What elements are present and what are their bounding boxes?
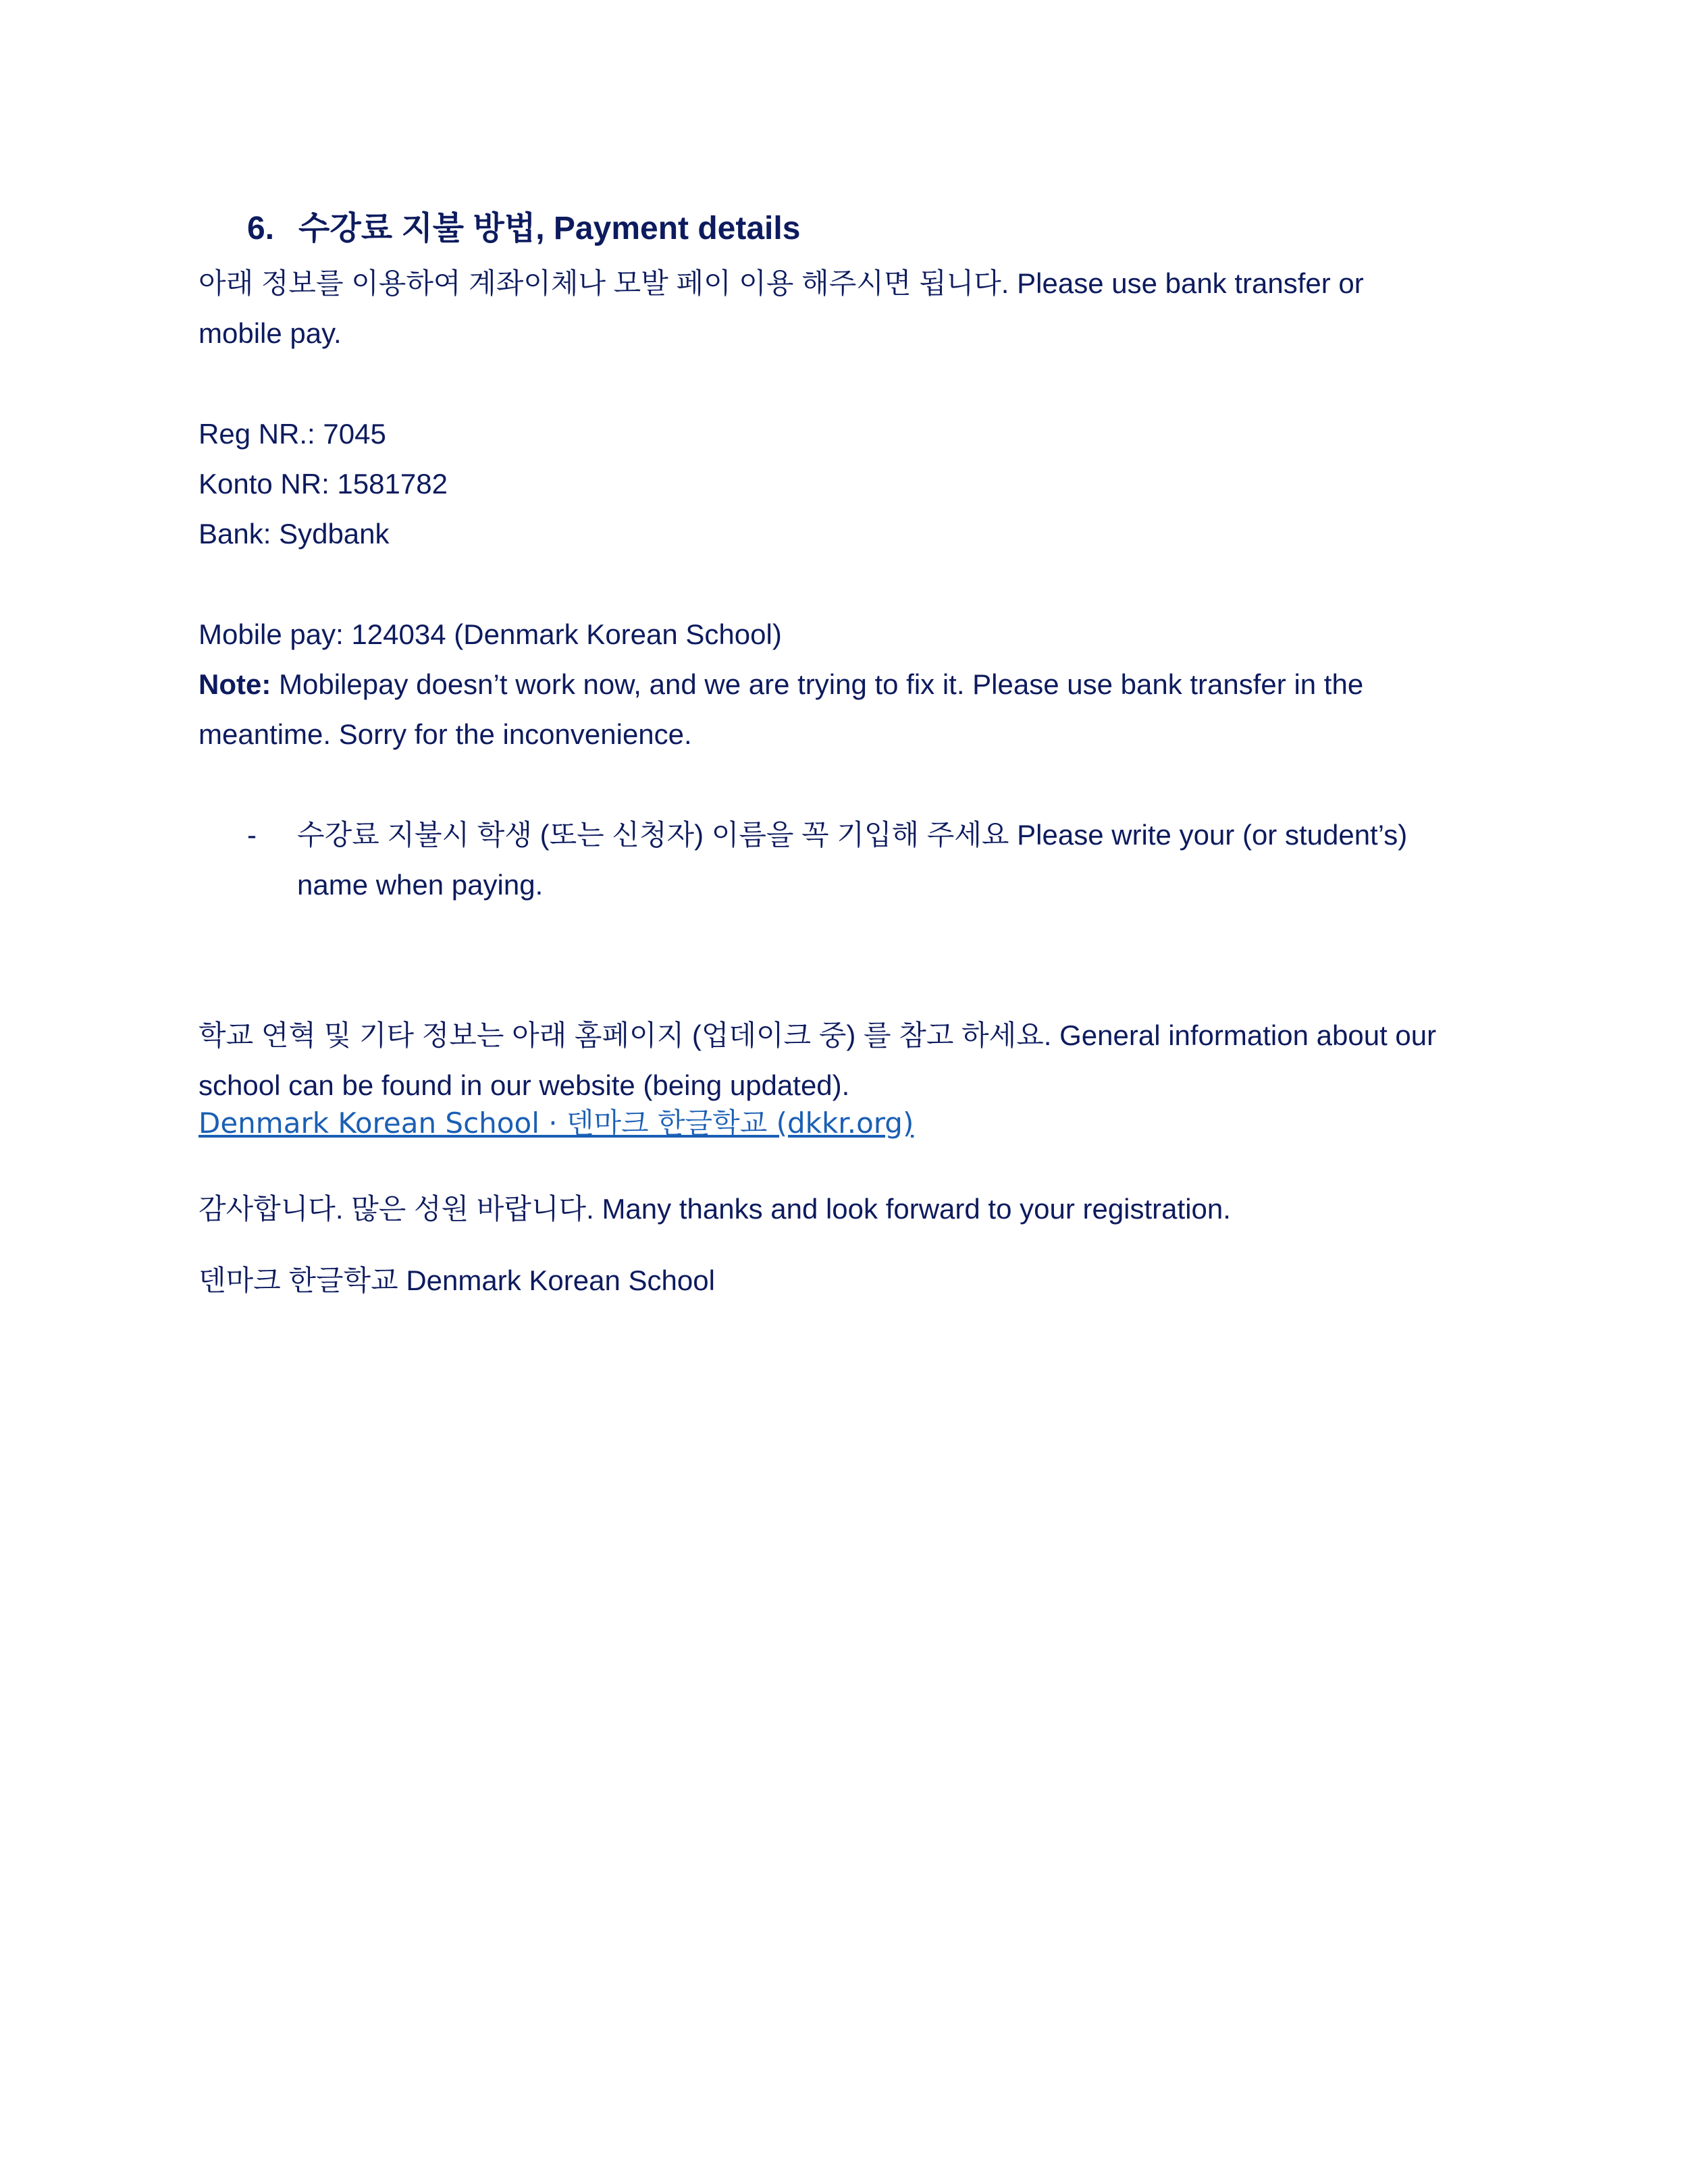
bullet-line-1: 수강료 지불시 학생 (또는 신청자) 이름을 꼭 기입해 주세요 Please write your (or student’s) [297,819,1408,851]
intro-line-2: mobile pay. [199,317,342,349]
bullet-line-2: name when paying. [297,869,544,901]
note-line-1 [199,660,1363,710]
note-text: Mobilepay doesn’t work now, and we are trying to fix it. Please use bank transfer in the [271,668,1364,700]
website-link[interactable]: Denmark Korean School · 덴마크 한글학교 (dkkr.org) [199,1107,914,1140]
note-line-2: meantime. Sorry for the inconvenience. [199,718,692,750]
section-heading [247,205,800,252]
account-number: Konto NR: 1581782 [199,468,448,500]
info-line-2: school can be found in our website (being updated). [199,1069,850,1101]
reg-number: Reg NR.: 7045 [199,418,386,450]
info-line-1: 학교 연혁 및 기타 정보는 아래 홈페이지 (업데이크 중) 를 참고 하세요. General information about our [199,1019,1437,1051]
note-label: Note: [199,668,271,700]
signature-line: 덴마크 한글학교 Denmark Korean School [199,1264,715,1296]
bank-name: Bank: Sydbank [199,518,390,550]
bullet-dash: - [247,819,257,851]
section-number: 6. [247,211,275,246]
thanks-line: 감사합니다. 많은 성원 바랍니다. Many thanks and look forward to your registration. [199,1193,1231,1225]
section-title: 수강료 지불 방법, Payment details [298,211,801,246]
mobile-pay-line: Mobile pay: 124034 (Denmark Korean School) [199,618,782,650]
intro-line-1: 아래 정보를 이용하여 계좌이체나 모발 페이 이용 해주시면 됩니다. Please use bank transfer or [199,267,1364,299]
